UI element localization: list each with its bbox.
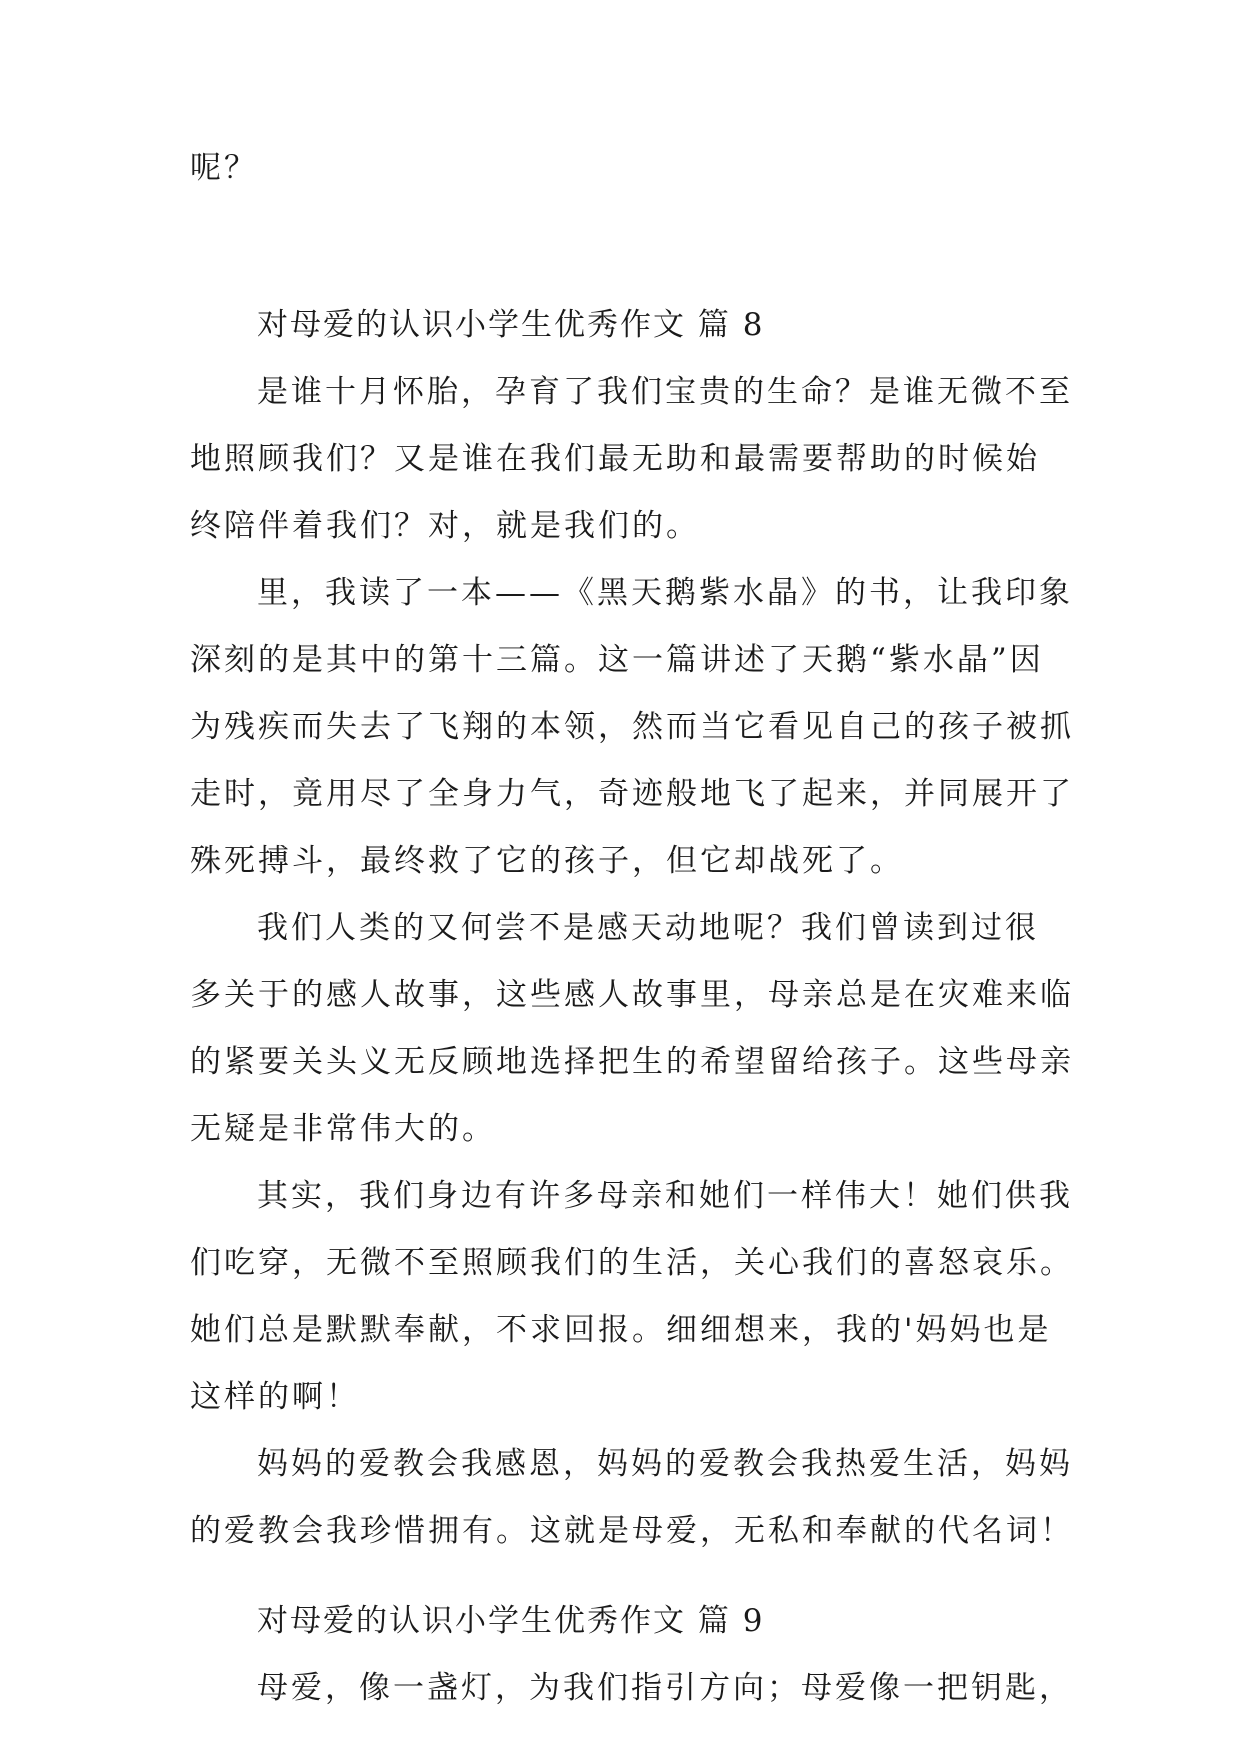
section-heading-9: 对母爱的认识小学生优秀作文 篇 9 xyxy=(257,1603,765,1639)
paragraph-line: 她们总是默默奉献，不求回报。细细想来，我的'妈妈也是 xyxy=(190,1312,1052,1348)
section-heading-8: 对母爱的认识小学生优秀作文 篇 8 xyxy=(257,307,765,343)
paragraph-line: 这样的啊！ xyxy=(190,1379,360,1415)
paragraph-line: 走时，竟用尽了全身力气，奇迹般地飞了起来，并同展开了 xyxy=(190,776,1074,812)
paragraph-line: 为残疾而失去了飞翔的本领，然而当它看见自己的孩子被抓 xyxy=(190,709,1074,745)
paragraph-line: 们吃穿，无微不至照顾我们的生活，关心我们的喜怒哀乐。 xyxy=(190,1245,1074,1281)
paragraph-line: 母爱，像一盏灯，为我们指引方向；母爱像一把钥匙， xyxy=(257,1670,1073,1706)
paragraph-line: 是谁十月怀胎，孕育了我们宝贵的生命？是谁无微不至 xyxy=(257,374,1073,410)
text-line-continuation: 呢？ xyxy=(190,150,258,186)
paragraph-line: 终陪伴着我们？对，就是我们的。 xyxy=(190,508,700,544)
paragraph-line: 的紧要关头义无反顾地选择把生的希望留给孩子。这些母亲 xyxy=(190,1044,1074,1080)
paragraph-line: 妈妈的爱教会我感恩，妈妈的爱教会我热爱生活，妈妈 xyxy=(257,1446,1073,1482)
paragraph-line: 多关于的感人故事，这些感人故事里，母亲总是在灾难来临 xyxy=(190,977,1074,1013)
paragraph-line: 我们人类的又何尝不是感天动地呢？我们曾读到过很 xyxy=(257,910,1039,946)
paragraph-line: 殊死搏斗，最终救了它的孩子，但它却战死了。 xyxy=(190,843,904,879)
paragraph-line: 里，我读了一本——《黑天鹅紫水晶》的书，让我印象 xyxy=(257,575,1073,611)
paragraph-line: 的爱教会我珍惜拥有。这就是母爱，无私和奉献的代名词！ xyxy=(190,1513,1074,1549)
paragraph-line: 无疑是非常伟大的。 xyxy=(190,1111,496,1147)
paragraph-line: 地照顾我们？又是谁在我们最无助和最需要帮助的时候始 xyxy=(190,441,1040,477)
paragraph-line: 深刻的是其中的第十三篇。这一篇讲述了天鹅“紫水晶”因 xyxy=(190,642,1044,678)
paragraph-line: 其实，我们身边有许多母亲和她们一样伟大！她们供我 xyxy=(257,1178,1073,1214)
